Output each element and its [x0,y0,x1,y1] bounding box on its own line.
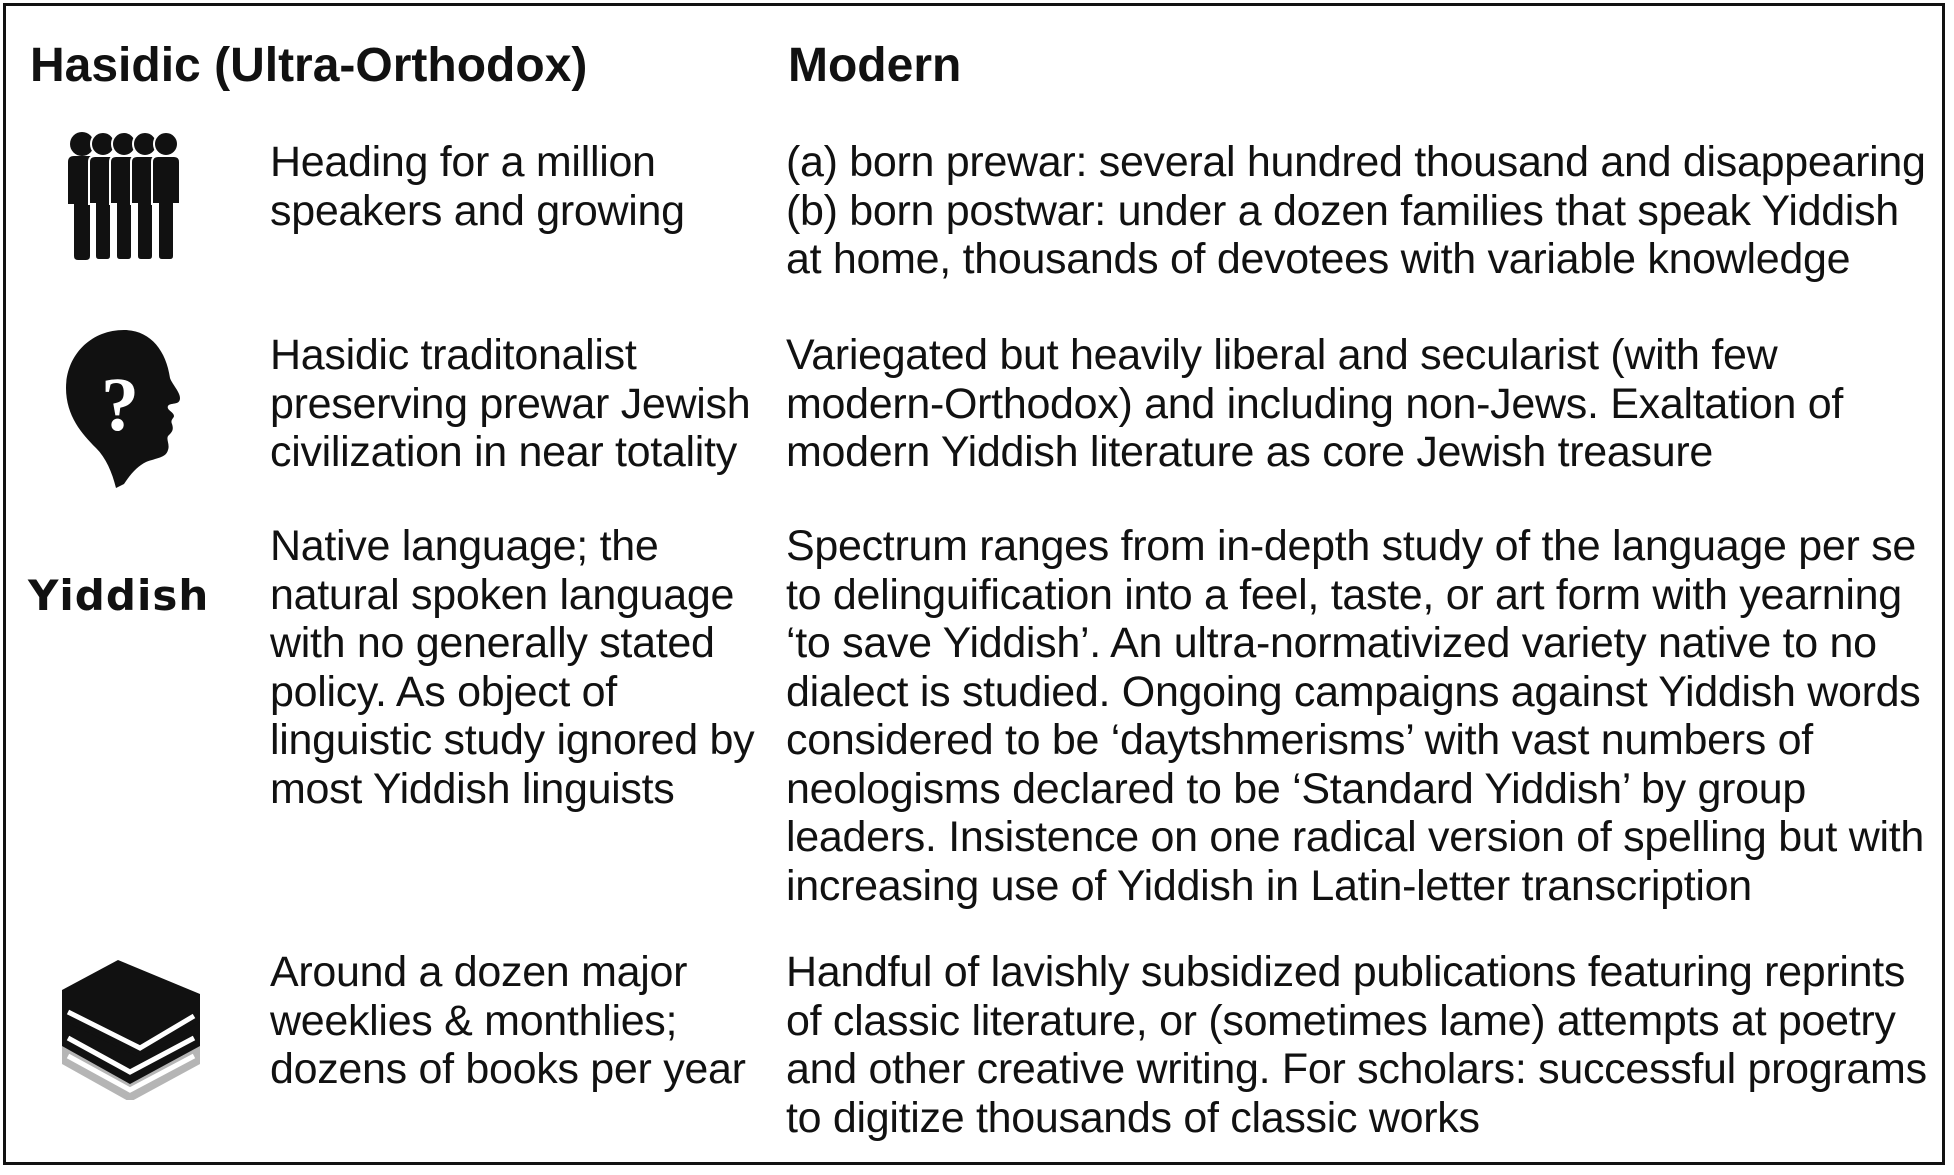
hasidic-column-header: Hasidic (Ultra-Orthodox) [30,39,588,92]
hasidic-publications-text: Around a dozen major weeklies & monthlies; dozens of books per year [270,948,746,1093]
modern-ideology-text: Variegated but heavily liberal and secularist (with few modern-Orthodox) and including non-Jews. Exaltation of modern Yiddish literature as core Jewish treasure [786,331,1843,476]
hasidic-ideology-text: Hasidic traditonalist preserving prewar Jewish civilization in near totality [270,331,751,476]
hasidic-speakers-text: Heading for a million speakers and growing [270,138,685,235]
books-icon [56,958,206,1100]
yiddish-word-icon: Yiddish [28,571,210,620]
modern-column-header: Modern [788,39,962,92]
question-mark-glyph: ? [101,363,139,447]
modern-language-text: Spectrum ranges from in-depth study of the language per se to delinguification into a feel, taste, or art form with yearning ‘to save Yiddish’. An ultra-normativized variety native to no dialect is studied. Ongoing campaigns against Yiddish words considered to be ‘daytshmerisms’ with vast numbers of neologisms declared to be ‘Standard Yiddish’ by group leaders. Insistence on one radical version of spelling but with increasing use of Yiddish in Latin-letter transcription [786,522,1924,910]
modern-publications-text: Handful of lavishly subsidized publications featuring reprints of classic literature, or (sometimes lame) attempts at poetry and other creative writing. For scholars: successful programs to digitize thousands of classic works [786,948,1927,1142]
modern-speakers-text: (a) born prewar: several hundred thousand and disappearing (b) born postwar: under a dozen families that speak Yiddish at home, thousands of devotees with variable knowledge [786,138,1926,283]
people-group-icon [66,130,186,262]
hasidic-language-text: Native language; the natural spoken language with no generally stated policy. As object of linguistic study ignored by most Yiddish linguists [270,522,755,813]
head-question-icon [62,326,192,490]
